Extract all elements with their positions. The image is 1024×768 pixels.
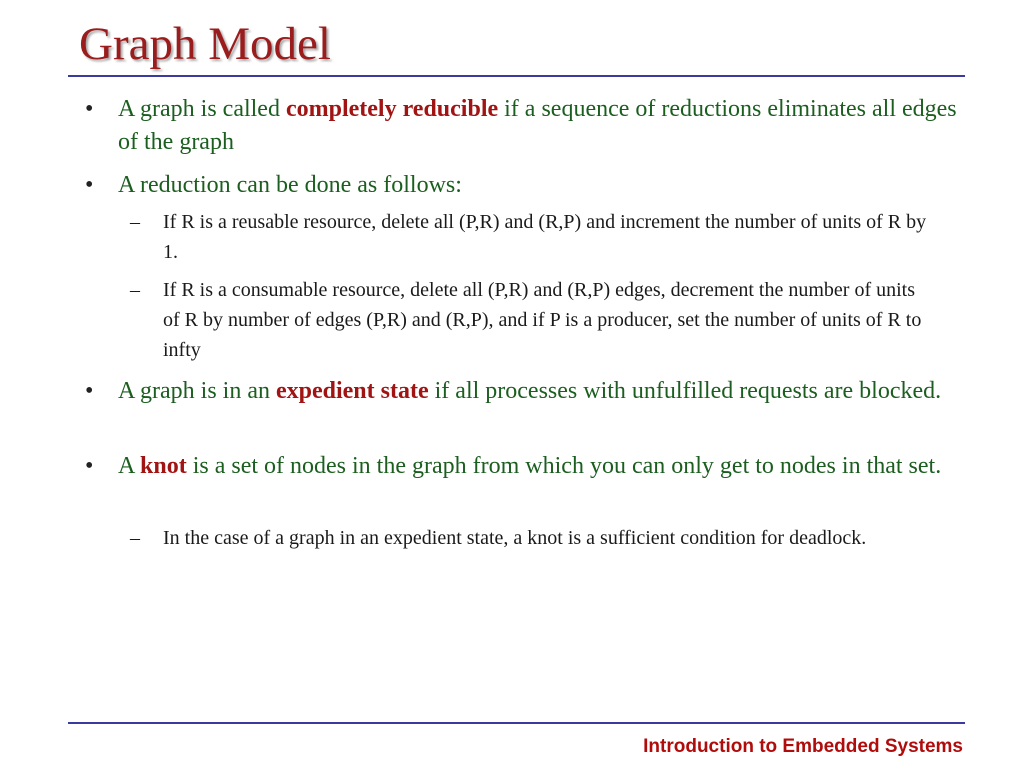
bullet-expedient-state <box>85 375 965 408</box>
bullet-text-pre: A <box>118 453 141 479</box>
footer-course-title: Introduction to Embedded Systems <box>643 736 963 757</box>
sub-bullet-knot-deadlock <box>130 523 930 553</box>
slide-title: Graph Model <box>79 18 331 70</box>
sub-bullet-text: If R is a reusable resource, delete all (P,R) and (R,P) and increment the number of units of R by 1. <box>163 211 927 263</box>
bottom-divider <box>68 722 965 724</box>
bullet-text <box>118 450 965 483</box>
bullet-mark: • <box>85 96 94 122</box>
bullet-mark: • <box>85 378 94 404</box>
bullet-completely-reducible <box>85 93 965 159</box>
bullet-mark: • <box>85 172 94 198</box>
bullet-text-pre: A graph is in an <box>118 378 276 404</box>
bullet-knot <box>85 450 965 483</box>
term-expedient-state: expedient state <box>275 378 429 404</box>
bullet-mark: • <box>85 453 94 479</box>
term-knot: knot <box>140 453 187 479</box>
sub-bullet-text: If R is a consumable resource, delete all (P,R) and (R,P) edges, decrement the number of units of R by number of edges (P,R) and (R,P), and if P is a producer, set the number of units of R to infty <box>163 279 922 361</box>
term-completely-reducible: completely reducible <box>285 96 499 122</box>
dash-mark: – <box>130 279 140 301</box>
sub-bullet-text: In the case of a graph in an expedient state, a knot is a sufficient condition for deadlock. <box>163 527 867 549</box>
bullet-text-post: is a set of nodes in the graph from which you can only get to nodes in that set. <box>186 453 942 479</box>
sub-bullet-reusable-resource <box>130 207 930 267</box>
sub-bullet-consumable-resource <box>130 275 930 365</box>
dash-mark: – <box>130 527 140 549</box>
bullet-text <box>118 93 965 159</box>
bullet-text <box>118 375 965 408</box>
bullet-text-post: if all processes with unfulfilled requests are blocked. <box>428 378 942 404</box>
bullet-reduction <box>85 169 965 202</box>
dash-mark: – <box>130 211 140 233</box>
bullet-text-pre: A graph is called <box>118 96 286 122</box>
top-divider <box>68 75 965 77</box>
bullet-text-post: if a sequence of reductions eliminates all edges of the graph <box>118 96 957 155</box>
bullet-text: A reduction can be done as follows: <box>118 172 462 198</box>
